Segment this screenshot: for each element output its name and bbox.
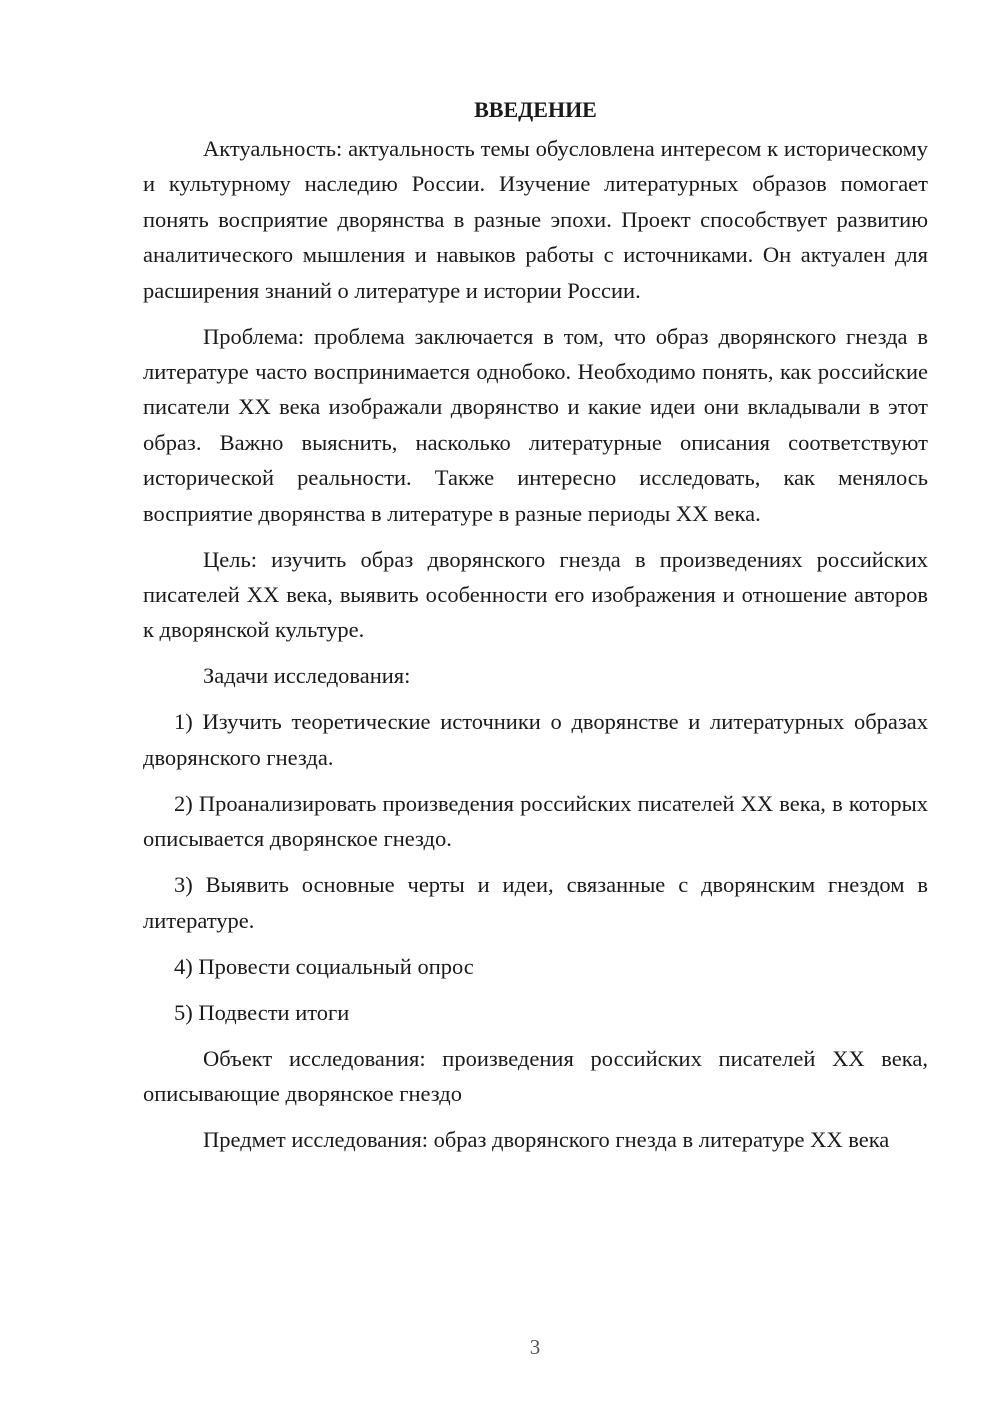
page-number: 3 bbox=[529, 1335, 541, 1359]
tasks-title: Задачи исследования: bbox=[203, 663, 411, 689]
subject-paragraph: Предмет исследования: образ дворянского гнезда в литературе XX века bbox=[203, 1127, 890, 1153]
task-item-5: 5) Подвести итоги bbox=[174, 999, 350, 1025]
task-item-2: 2) Проанализировать произведения российских писателей XX века, в которых описывается дворянское гнездо. bbox=[143, 790, 928, 852]
object-paragraph: Объект исследования: произведения российских писателей XX века, описывающие дворянское гнездо bbox=[143, 1045, 928, 1107]
task-item-1: 1) Изучить теоретические источники о дворянстве и литературных образах дворянского гнезда. bbox=[143, 709, 928, 770]
goal-paragraph: Цель: изучить образ дворянского гнезда в произведениях российских писателей XX века, выявить особенности его изображения и отношение авторов к дворянской культуре. bbox=[143, 546, 928, 643]
task-item-4: 4) Провести социальный опрос bbox=[174, 953, 474, 979]
document-page bbox=[143, 92, 928, 1158]
task-item-3: 3) Выявить основные черты и идеи, связанные с дворянским гнездом в литературе. bbox=[143, 872, 928, 933]
relevance-paragraph: Актуальность: актуальность темы обусловлена интересом к историческому и культурному наследию России. Изучение литературных образов помогает понять восприятие дворянства в разные эпохи. Проект способствует развитию аналитического мышления и навыков работы с источниками. Он актуален для расширения знаний о литературе и истории России. bbox=[143, 136, 928, 303]
section-heading: ВВЕДЕНИЕ bbox=[474, 97, 597, 122]
problem-paragraph: Проблема: проблема заключается в том, что образ дворянского гнезда в литературе часто воспринимается однобоко. Необходимо понять, как российские писатели XX века изображали дворянство и какие идеи они вкладывали в этот образ. Важно выяснить, насколько литературные описания соответствуют исторической реальности. Также интересно исследовать, как менялось восприятие дворянства в литературе в разные периоды XX века. bbox=[143, 323, 928, 526]
